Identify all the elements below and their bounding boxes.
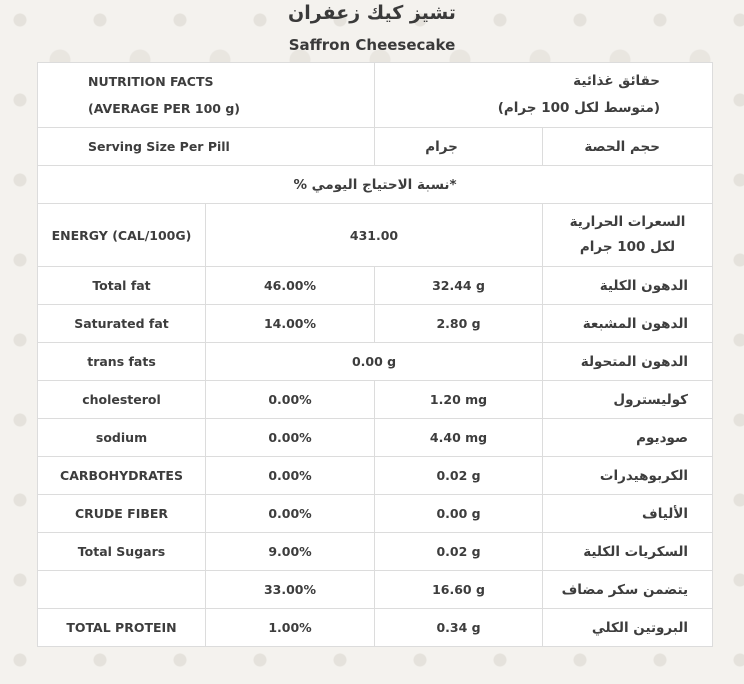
nutrient-name-arabic: الكربوهيدرات <box>543 457 713 495</box>
table-row <box>38 457 713 495</box>
nutrient-amount: 0.02 g <box>375 457 543 495</box>
nutrient-name-arabic: الدهون المشبعة <box>543 305 713 343</box>
daily-value-percent: 9.00% <box>206 533 375 571</box>
table-row <box>38 343 713 381</box>
serving-size-arabic: حجم الحصة <box>543 128 713 166</box>
nutrient-amount: 1.20 mg <box>375 381 543 419</box>
nutrient-name-english: CARBOHYDRATES <box>38 457 206 495</box>
header-english-line1: NUTRITION FACTS <box>88 74 214 89</box>
energy-label-arabic <box>543 204 713 267</box>
nutrient-name-arabic: كوليسترول <box>543 381 713 419</box>
table-row <box>38 533 713 571</box>
product-title-english: Saffron Cheesecake <box>288 36 456 54</box>
table-row <box>38 381 713 419</box>
nutrient-name-arabic: البروتين الكلي <box>543 609 713 647</box>
header-arabic-line1: حقائق غذائية <box>573 73 661 89</box>
nutrient-name-arabic: صوديوم <box>543 419 713 457</box>
serving-row <box>38 128 713 166</box>
daily-value-row <box>38 166 713 204</box>
product-title-arabic: تشيز كيك زعفران <box>288 2 456 24</box>
nutrient-name-english: sodium <box>38 419 206 457</box>
nutrient-name-arabic: الدهون المتحولة <box>543 343 713 381</box>
nutrient-name-arabic: الدهون الكلية <box>543 267 713 305</box>
serving-unit-arabic: جرام <box>375 128 543 166</box>
table-row <box>38 305 713 343</box>
table-row <box>38 495 713 533</box>
nutrient-name-english: CRUDE FIBER <box>38 495 206 533</box>
nutrient-amount: 32.44 g <box>375 267 543 305</box>
daily-value-note: *نسبة الاحتياج اليومي % <box>38 166 713 204</box>
nutrient-amount: 16.60 g <box>375 571 543 609</box>
nutrition-table <box>37 62 713 647</box>
daily-value-percent: 33.00% <box>206 571 375 609</box>
nutrient-amount: 0.00 g <box>206 343 543 381</box>
nutrient-name-english: trans fats <box>38 343 206 381</box>
daily-value-percent: 0.00% <box>206 381 375 419</box>
nutrient-name-english: cholesterol <box>38 381 206 419</box>
nutrient-name-english: Total fat <box>38 267 206 305</box>
header-row <box>38 63 713 128</box>
nutrient-name-arabic: السكريات الكلية <box>543 533 713 571</box>
energy-label-english: ENERGY (CAL/100G) <box>38 204 206 267</box>
nutrient-amount: 0.34 g <box>375 609 543 647</box>
nutrient-name-english: TOTAL PROTEIN <box>38 609 206 647</box>
energy-row <box>38 204 713 267</box>
header-english <box>38 63 375 128</box>
table-row <box>38 609 713 647</box>
table-row <box>38 571 713 609</box>
daily-value-percent: 0.00% <box>206 419 375 457</box>
nutrient-amount: 4.40 mg <box>375 419 543 457</box>
nutrient-name-english: Total Sugars <box>38 533 206 571</box>
nutrient-name-english: Saturated fat <box>38 305 206 343</box>
daily-value-percent: 46.00% <box>206 267 375 305</box>
nutrient-amount: 2.80 g <box>375 305 543 343</box>
nutrient-name-english <box>38 571 206 609</box>
nutrient-name-arabic: يتضمن سكر مضاف <box>543 571 713 609</box>
nutrient-amount: 0.02 g <box>375 533 543 571</box>
daily-value-percent: 0.00% <box>206 457 375 495</box>
header-english-line2: (AVERAGE PER 100 g) <box>88 101 240 116</box>
daily-value-percent: 14.00% <box>206 305 375 343</box>
energy-value: 431.00 <box>206 204 543 267</box>
energy-arabic-line1: السعرات الحرارية <box>569 214 686 230</box>
header-arabic-line2: (متوسط لكل 100 جرام) <box>497 100 661 116</box>
table-row <box>38 419 713 457</box>
daily-value-percent: 0.00% <box>206 495 375 533</box>
header-arabic <box>375 63 713 128</box>
nutrient-name-arabic: الألياف <box>543 495 713 533</box>
daily-value-percent: 1.00% <box>206 609 375 647</box>
energy-arabic-line2: لكل 100 جرام <box>579 239 676 255</box>
serving-size-english: Serving Size Per Pill <box>38 128 375 166</box>
table-row <box>38 267 713 305</box>
nutrient-amount: 0.00 g <box>375 495 543 533</box>
